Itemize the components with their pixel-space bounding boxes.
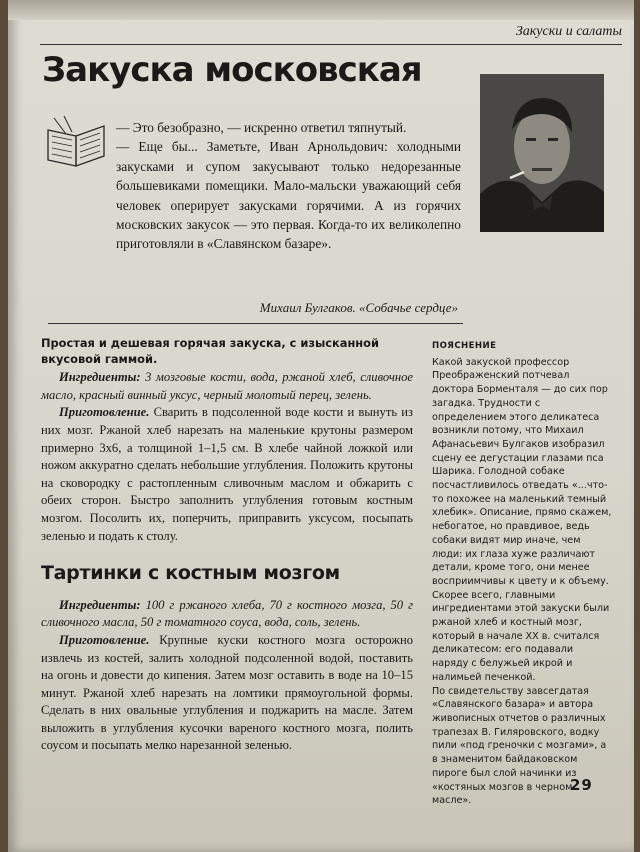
- author-portrait: [480, 74, 604, 232]
- header-rule-right: [472, 44, 622, 45]
- sidebar-note: [432, 340, 612, 808]
- recipe2-title: Тартинки с костным мозгом: [41, 562, 340, 585]
- recipe-intro: Простая и дешевая горячая закуска, с изысканной вкусовой гаммой.: [41, 336, 379, 366]
- method-text: Сварить в подсоленной воде кости и вынуть из них мозг. Ржаной хлеб нарезать на маленькие крутоны размером примерно 3x6, а толщиной 1–1,5 см. В хлебе чайной ложкой или ножом аккуратно сделать небольшие углубления. Положить крутоны на сковородку с растопленным сливочным маслом и обжарить с обеих сторон. Быстро заполнить углубления готовым костным мозгом. Посолить их, поперчить, приправить уксусом, посыпать зеленью и подать к столу.: [41, 405, 413, 543]
- open-book-icon: [42, 112, 112, 172]
- ingredients2-text: 100 г ржаного хлеба, 70 г костного мозга, 50 г сливочного масла, 50 г томатного соуса, вода, соль, зелень.: [41, 597, 413, 630]
- method-paragraph: [41, 404, 413, 545]
- method2-text: Крупные куски костного мозга осторожно извлечь из костей, залить холодной подсоленной водой, поставить на огонь и довести до кипения. Затем мозг оставить в воде на 10–15 минут. Ржаной хлеб нарезать на ломтики прямоугольной формы. Сделать в них овальные углубления и поджарить на масле. Затем выложить в углубления кусочки вареного костного мозга, полить соусом и посыпать мелко нарезанной зеленью.: [41, 632, 413, 753]
- sidebar-title: ПОЯСНЕНИЕ: [432, 341, 497, 351]
- ingredients2-paragraph: [41, 597, 413, 632]
- method2-label: Приготовление.: [59, 632, 150, 647]
- epigraph-line: — Это безобразно, — искренно ответил тяпнутый.: [116, 120, 407, 135]
- epigraph-line: — Еще бы... Заметьте, Иван Арнольдович: холодными закусками и супом закусывают только недорезанные большевиками помещики. Мало-мальски уважающий себя человек оперирует закусками горячими. А из горячих московских закусок — это первая. Когда-то их великолепно приготовляли в «Славянском базаре».: [116, 139, 461, 252]
- ingredients-paragraph: [41, 369, 413, 404]
- method2-paragraph: [41, 632, 413, 755]
- facing-page-edge: [8, 0, 634, 20]
- ingredients-label: Ингредиенты:: [59, 370, 141, 385]
- ingredients2-label: Ингредиенты:: [59, 597, 141, 612]
- ingredients-text: 3 мозговые кости, вода, ржаной хлеб, сливочное масло, красный винный уксус, черный молотый перец, зелень.: [41, 370, 413, 402]
- sidebar-paragraph: По свидетельству завсегдатая «Славянского базара» и автора живописных отчетов о различных трапезах В. Гиляровского, водку пили «под греночки с мозгами», а в знаменитом байдаковском пироге был слой начинки из «костяных мозгов в черном масле».: [432, 685, 607, 807]
- epigraph-rule: [48, 323, 463, 324]
- section-header: Закуски и салаты: [515, 24, 622, 39]
- book-page: [8, 0, 634, 852]
- main-column: [41, 336, 413, 755]
- recipe-title: Закуска московская: [42, 50, 422, 90]
- epigraph-author: Михаил Булгаков. «Собачье сердце»: [259, 300, 458, 315]
- method-label: Приготовление.: [59, 405, 150, 420]
- page-number: 29: [570, 776, 593, 794]
- sidebar-paragraph: Какой закуской профессор Преображенский потчевал доктора Борменталя — до сих пор загадка. Трудности с определением этого деликатеса возникли потому, что Михаил Афанасьевич Булгаков изобразил сцену ее дегустации глазами пса Шарика. Голодной собаке посчастливилось отведать «...что-то похожее на маленький темный хлебик». Описание, прямо скажем, небогатое, но правдивое, ведь собаки видят мир иначе, чем люди: их глаза хуже различают детали, кроме того, они менее восприимчивы к цвету и к объему. Скорее всего, главными ингредиентами этой закуски были ржаной хлеб и костный мозг, который в начале XX в. считался деликатесом: его подавали наряду с белужьей икрой и налимьей печенкой.: [432, 356, 612, 683]
- header-rule: [40, 44, 472, 45]
- epigraph: [116, 118, 461, 254]
